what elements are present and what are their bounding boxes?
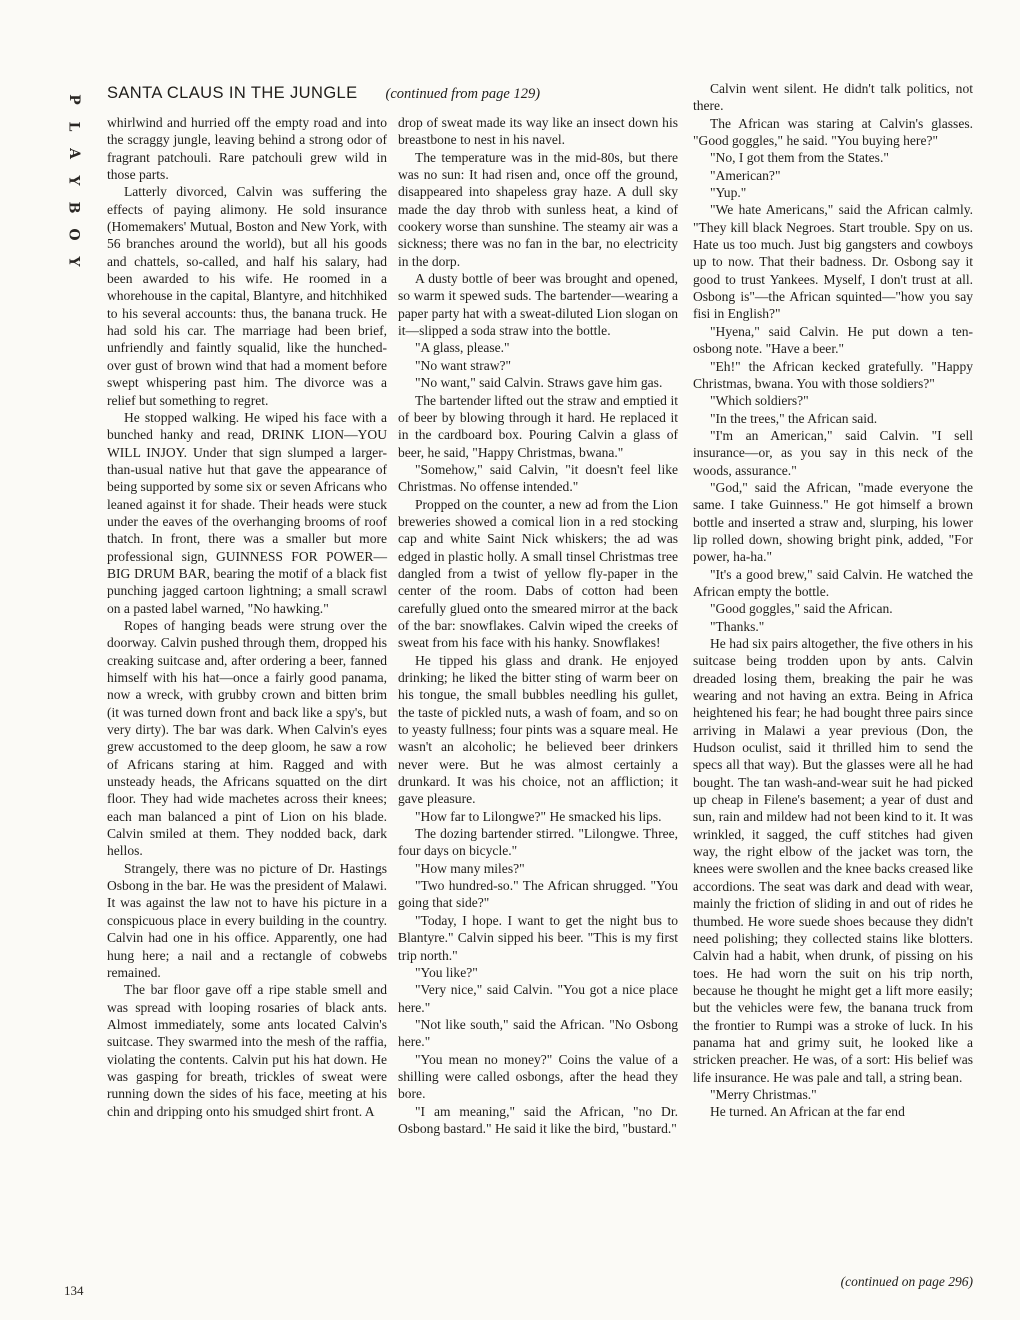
paragraph: He had six pairs altogether, the five others in his suitcase being trodden upon by ants. Calvin dreaded losing them, breaking the pair he was wearing and not having an extra. Being in Africa heightened his fear; he had bought three pairs since arriving in Malawi a year previous (Don, the Hudson oculist, said it thrilled him to send the specs all that way). But the glasses were all he had bought. The tan wash-and-wear suit he had picked up cheap in Filene's basement; a year of dust and sun, rain and mildew had not been kind to it. It was wrinkled, it sagged, the cuff stitches had given way, the right elbow of the jacket was torn, the knees were swollen and the knee backs creased like accordions. The seat was dark and dead with wear, mainly the friction of sliding in and out of rides he thumbed. He wore suede shoes because they didn't need polishing; they collected stains like blotters. Calvin had a habit, when drunk, of pissing on his toes. He had worn the suit on his trip north, because he thought he might get a lift more easily; but the vehicles were few, the banana truck from the frontier to Rumpi was a stroke of luck. In his panama hat and grimy suit, he looked like a stricken preacher. He was, of a sort: His belief was life insurance. He was pale and tall, a string bean.: [693, 636, 973, 1085]
paragraph: "Very nice," said Calvin. "You got a nice place here.": [398, 982, 678, 1015]
paragraph: "Yup.": [710, 185, 747, 201]
paragraph: whirlwind and hurried off the empty road and into the scraggy jungle, leaving behind a strong odor of fragrant patchouli. Rare patchouli grew wild in those parts.: [107, 115, 387, 183]
paragraph: The bar floor gave off a ripe stable smell and was spread with looping rosaries of black ants. Almost immediately, some ants located Calvin's suitcase. They swarmed into the mesh of the raffia, violating the contents. Calvin put his hat down. He was gasping for breath, trickles of sweat were running down the sides of his face, meeting at his chin and dripping onto his smudged shirt front. A: [107, 982, 387, 1119]
paragraph: "Two hundred-so." The African shrugged. "You going that side?": [398, 878, 678, 911]
paragraph: Calvin went silent. He didn't talk politics, not there.: [693, 81, 973, 114]
text-column-3: [693, 80, 973, 1121]
paragraph: "Which soldiers?": [710, 393, 809, 409]
paragraph: "Thanks.": [710, 618, 765, 634]
paragraph: He tipped his glass and drank. He enjoyed drinking; he liked the bitter sting of warm beer on his tongue, the small bubbles needling his gullet, the taste of pickled nuts, a wash of foam, and so on to yeasty fullness; four pints was a square meal. He wasn't an alcoholic; he believed beer drinkers never were. But he was almost certainly a drunkard. It was his choice, not an affliction; it gave pleasure.: [398, 652, 678, 807]
magazine-masthead-vertical: [60, 86, 86, 275]
masthead-letter: B: [65, 201, 82, 214]
paragraph: Strangely, there was no picture of Dr. Hastings Osbong in the bar. He was the president of Malawi. It was against the law not to have his picture in a conspicuous place in every building in the country. Calvin had one in his office. Apparently, one had hung here; a nail and a rectangle of cobwebs remained.: [107, 860, 387, 980]
paragraph: "I'm an American," said Calvin. "I sell insurance—or, as you say in this neck of the woods, assurance.": [693, 427, 973, 478]
paragraph: The African was staring at Calvin's glasses. "Good goggles," he said. "You buying here?": [693, 115, 973, 149]
paragraph: "American?": [710, 167, 781, 183]
paragraph: He turned. An African at the far end: [710, 1104, 905, 1120]
paragraph: He stopped walking. He wiped his face with a bunched hanky and read, DRINK LION—YOU WILL INJOY. Under that sign slumped a larger-than-usual native hut that gave the appearance of being supported by some six or seven Africans who leaned against it for shade. Their heads were stuck under the eaves of the overhanging brooms of roof thatch. In front, there was a smaller but more professional sign, GUINNESS FOR POWER—BIG DRUM BAR, bearing the motif of a black fist punching jagged cartoon lightning; a small scrawl on a pasted label warned, "No hawking.": [107, 409, 387, 616]
paragraph: "Merry Christmas.": [710, 1086, 817, 1102]
paragraph: "No want," said Calvin. Straws gave him gas.: [415, 375, 663, 391]
masthead-letter: Y: [65, 256, 82, 267]
paragraph: "You mean no money?" Coins the value of a shilling were called osbongs, after the head they bore.: [398, 1051, 678, 1102]
masthead-letter: O: [65, 228, 82, 241]
paragraph: "Somehow," said Calvin, "it doesn't feel like Christmas. No offense intended.": [398, 461, 678, 495]
masthead-letter: P: [65, 94, 82, 105]
paragraph: "In the trees," the African said.: [710, 410, 878, 426]
paragraph: "No, I got them from the States.": [710, 150, 889, 166]
paragraph: drop of sweat made its way like an insect down his breastbone to nest in his navel.: [398, 115, 678, 148]
masthead-letter: Y: [65, 175, 82, 186]
text-column-1: [107, 114, 387, 1120]
masthead-letter: A: [65, 148, 82, 159]
paragraph: "We hate Americans," said the African calmly. "They kill black Negroes. Start trouble. Spy on us. Hate us too much. Just big gangsters and cowboys up to now. That their badness. Dr. Osbong say it good to trust Yankees. Myself, I don't trust at all. Osbong is"—the African squinted—"how you say fisi in English?": [693, 202, 973, 322]
continued-from-note: (continued from page 129): [385, 86, 541, 102]
paragraph: Ropes of hanging beads were strung over the doorway. Calvin pushed through them, dropped his creaking suitcase and, after ordering a beer, fanned himself with his hat—once a fairly good panama, now a wreck, with grubby crown and bitten brim (it was turned down front and back like a spy's, but very dirty). The bar was dark. When Calvin's eyes grew accustomed to the deep gloom, he saw a row of Africans staring at him. Ragged and with unsteady heads, the Africans squatted on the dirt floor. They had wide machetes across their knees; each man balanced a pint of Lion on his blade. Calvin smiled at them. They nodded back, dark hellos.: [107, 617, 387, 859]
paragraph: The dozing bartender stirred. "Lilongwe. Three, four days on bicycle.": [398, 826, 678, 859]
paragraph: "Today, I hope. I want to get the night bus to Blantyre." Calvin sipped his beer. "This is my first trip north.": [398, 912, 678, 963]
paragraph: Latterly divorced, Calvin was suffering the effects of paying alimony. He sold insurance (Homemakers' Mutual, Boston and New York, with 56 branches around the world), but all his goods and chattels, so-called, and half his salary, had been awarded to his wife. He roomed in a whorehouse in the capital, Blantyre, and hitchhiked to his several accounts: thus, the banana truck. He had sold his car. The marriage had been brief, unfriendly and faintly squalid, like the hunched-over gust of brown wind that had a moment before swept whispering past him. The divorce was a relief but something to regret.: [107, 184, 387, 408]
paragraph: "It's a good brew," said Calvin. He watched the African empty the bottle.: [693, 566, 973, 599]
paragraph: "Hyena," said Calvin. He put down a ten-osbong note. "Have a beer.": [693, 323, 973, 357]
article-title: SANTA CLAUS IN THE JUNGLE: [107, 84, 358, 102]
paragraph: "Eh!" the African kecked gratefully. "Happy Christmas, bwana. You with those soldiers?": [693, 358, 973, 391]
paragraph: A dusty bottle of beer was brought and opened, so warm it spewed suds. The bartender—wearing a paper party hat with a sweat-diluted Lion slogan on it—slipped a soda straw into the bottle.: [398, 271, 678, 339]
paragraph: The temperature was in the mid-80s, but there was no sun: It had risen and, once off the ground, disappeared into shapeless gray haze. A dull sky made the day throb with sunless heat, a kind of cookery worse than sunshine. The steamy air was a sickness; there was no fan in the bar, no electricity in the dorp.: [398, 149, 678, 269]
paragraph: "Good goggles," said the African.: [710, 601, 893, 617]
article-header: [107, 84, 677, 103]
paragraph: The bartender lifted out the straw and emptied it of beer by blowing through it hard. He replaced it in the cardboard box. Pouring Calvin a glass of beer, he said, "Happy Christmas, bwana.": [398, 392, 678, 460]
page-number: 134: [64, 1283, 84, 1298]
paragraph: "Not like south," said the African. "No Osbong here.": [398, 1016, 678, 1050]
text-column-2: [398, 114, 678, 1137]
paragraph: Propped on the counter, a new ad from the Lion breweries showed a comical lion in a red stocking cap and white Saint Nick whiskers; the ad was edged in plastic holly. A small tinsel Christmas tree dangled from a twist of yellow fly-paper in the center of the room. Dabs of cotton had been carefully glued onto the smeared mirror at the back of the bar: snowflakes. Calvin wiped the creeks of sweat from his face with his hanky. Snowflakes!: [398, 496, 678, 651]
paragraph: "A glass, please.": [415, 340, 510, 356]
masthead-letter: L: [65, 121, 82, 132]
paragraph: "How far to Lilongwe?" He smacked his lips.: [415, 808, 662, 824]
paragraph: "I am meaning," said the African, "no Dr. Osbong bastard." He said it like the bird, "bustard.": [398, 1103, 678, 1136]
paragraph: "How many miles?": [415, 860, 525, 876]
paragraph: "You like?": [415, 964, 478, 980]
paragraph: "No want straw?": [415, 357, 512, 373]
continued-on-note: (continued on page 296): [840, 1274, 973, 1289]
paragraph: "God," said the African, "made everyone the same. I take Guinness." He got himself a brown bottle and inserted a straw and, slurping, his lower lip rolled down, showing bright pink, added, "For power, ha-ha.": [693, 479, 973, 565]
